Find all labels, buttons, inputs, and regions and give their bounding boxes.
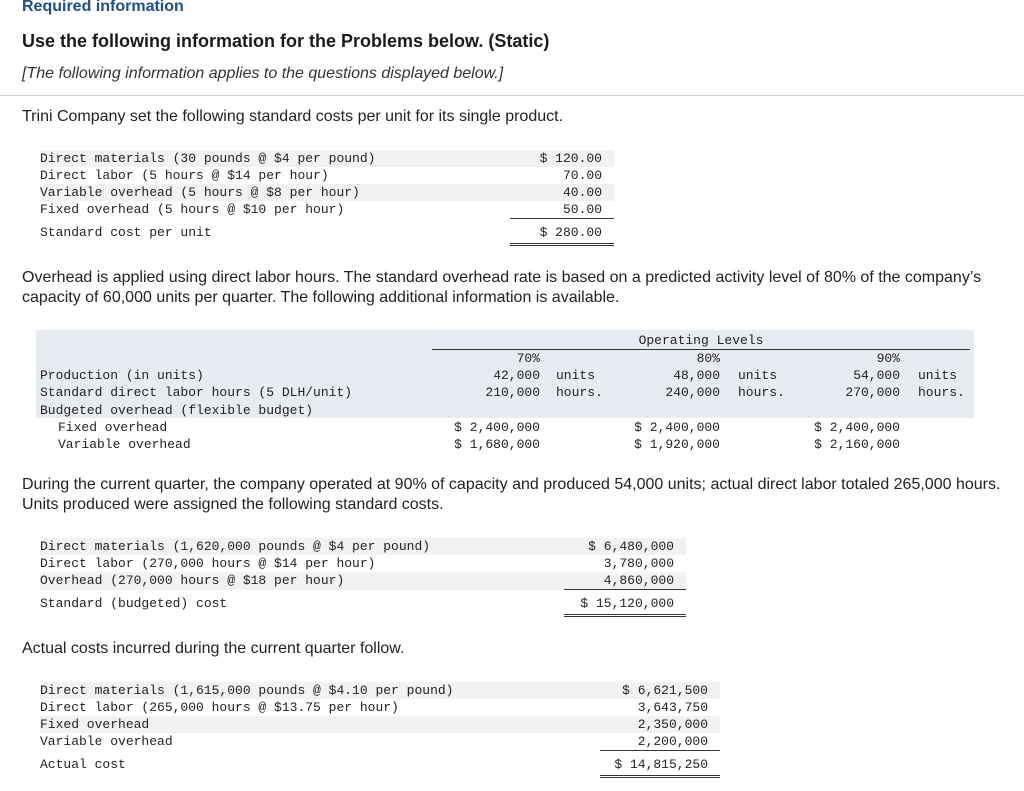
row-value: $ 6,480,000 (564, 538, 674, 555)
hours-label: hours. (556, 385, 603, 400)
row-label: Fixed overhead (5 hours @ $10 per hour) (40, 202, 345, 218)
row-value: 3,780,000 (603, 556, 674, 571)
level-70-header: 70% (516, 351, 540, 366)
variable-overhead-label: Variable overhead (58, 437, 191, 452)
row-label: Direct materials (1,620,000 pounds @ $4 per pound) (40, 538, 564, 555)
production-70: 42,000 (493, 368, 540, 383)
variable-90: $ 2,160,000 (814, 437, 900, 452)
required-information-label: Required information (22, 0, 184, 15)
row-value: 2,200,000 (600, 733, 708, 751)
row-label: Direct materials (1,615,000 pounds @ $4.10 per pound) (40, 682, 600, 699)
section-title: Use the following information for the Problems below. (Static) (22, 31, 550, 51)
row-value: 40.00 (510, 184, 602, 201)
row-label: Direct materials (30 pounds @ $4 per pound) (40, 150, 510, 167)
unit-label: units (556, 368, 596, 383)
total-label: Actual cost (40, 757, 126, 772)
total-label: Standard (budgeted) cost (40, 596, 228, 611)
total-row (40, 751, 720, 777)
unit-label: units (738, 368, 778, 383)
table-row (40, 682, 720, 699)
section-subtitle: [The following information applies to the questions displayed below.] (22, 65, 504, 82)
production-90: 54,000 (853, 368, 900, 383)
unit-label: units (918, 368, 958, 383)
row-value: 3,643,750 (637, 700, 708, 715)
row-label: Variable overhead (40, 734, 173, 750)
table-row (40, 201, 614, 219)
variable-70: $ 1,680,000 (454, 437, 540, 452)
current-quarter-paragraph: During the current quarter, the company operated at 90% of capacity and produced 54,000 units; actual direct labor totaled 265,000 hours. Units produced were assigned the following standard costs. (22, 476, 1001, 513)
total-value: $ 14,815,250 (600, 751, 708, 777)
row-value: 50.00 (510, 201, 602, 219)
total-value: $ 15,120,000 (564, 590, 674, 616)
divider (0, 95, 1024, 96)
row-label: Variable overhead (5 hours @ $8 per hour) (40, 184, 510, 201)
total-label: Standard cost per unit (40, 225, 212, 240)
dlh-70: 210,000 (485, 385, 540, 400)
row-label: Fixed overhead (40, 716, 600, 733)
row-value: $ 120.00 (510, 150, 602, 167)
dlh-label: Standard direct labor hours (5 DLH/unit) (40, 385, 353, 400)
variable-80: $ 1,920,000 (634, 437, 720, 452)
table-row (40, 572, 686, 590)
operating-levels-header: Operating Levels (638, 333, 764, 348)
table-row (40, 555, 686, 572)
production-80: 48,000 (673, 368, 720, 383)
dlh-80: 240,000 (665, 385, 720, 400)
fixed-70: $ 2,400,000 (454, 420, 540, 435)
standard-cost-table (40, 150, 614, 246)
fixed-80: $ 2,400,000 (634, 420, 720, 435)
hours-label: hours. (738, 385, 785, 400)
table-row (40, 733, 720, 751)
row-value: 2,350,000 (600, 716, 708, 733)
dlh-90: 270,000 (845, 385, 900, 400)
assigned-standard-cost-table (40, 538, 686, 617)
table-row (40, 167, 614, 184)
table-row (40, 184, 614, 201)
total-row (40, 219, 614, 245)
total-row (40, 590, 686, 616)
row-value: 70.00 (562, 168, 602, 183)
hours-label: hours. (918, 385, 965, 400)
actual-cost-table (40, 682, 720, 778)
row-value: 4,860,000 (564, 572, 674, 590)
budgeted-overhead-label: Budgeted overhead (flexible budget) (40, 403, 314, 418)
overhead-paragraph: Overhead is applied using direct labor hours. The standard overhead rate is based on a predicted activity level of 80% of the company’s capacity of 60,000 units per quarter. The following additional information is available. (22, 269, 982, 306)
total-value: $ 280.00 (510, 219, 602, 245)
production-label: Production (in units) (40, 368, 204, 383)
fixed-overhead-label: Fixed overhead (58, 420, 168, 435)
row-value: $ 6,621,500 (600, 682, 708, 699)
actual-costs-paragraph: Actual costs incurred during the current quarter follow. (22, 640, 405, 657)
intro-paragraph: Trini Company set the following standard costs per unit for its single product. (22, 108, 563, 125)
row-label: Direct labor (265,000 hours @ $13.75 per hour) (40, 700, 399, 715)
row-label: Overhead (270,000 hours @ $18 per hour) (40, 572, 564, 590)
row-label: Direct labor (270,000 hours @ $14 per hour) (40, 556, 376, 571)
fixed-90: $ 2,400,000 (814, 420, 900, 435)
level-80-header: 80% (696, 351, 720, 366)
table-row (40, 538, 686, 555)
table-row (40, 716, 720, 733)
table-row (40, 150, 614, 167)
row-label: Direct labor (5 hours @ $14 per hour) (40, 168, 329, 183)
level-90-header: 90% (876, 351, 900, 366)
table-row (40, 699, 720, 716)
